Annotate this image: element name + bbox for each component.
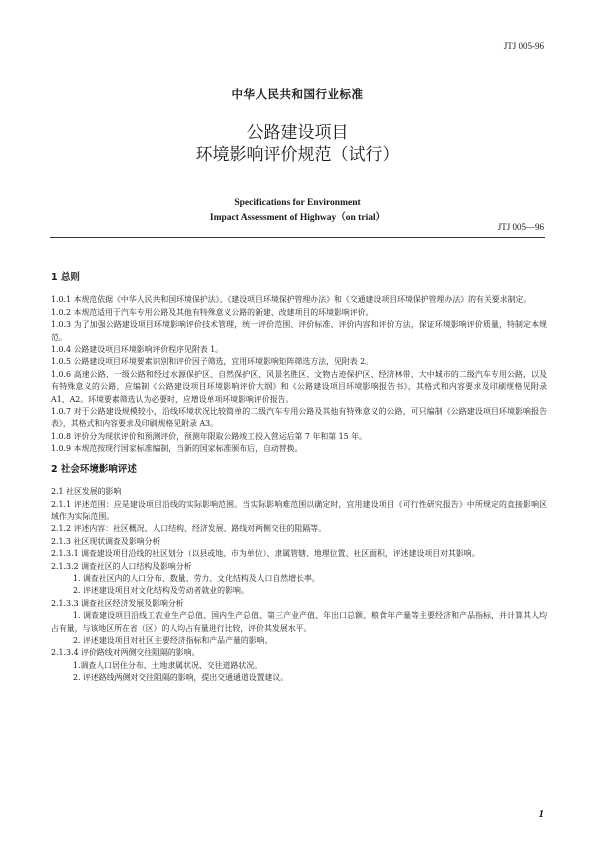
clause-paragraph: 2.1.3 社区现状调查及影响分析 — [51, 536, 161, 546]
clause-paragraph: 1.0.7 对于公路建设规模较小，沿线环境状况比较简单的二级汽车专用公路及其他有特殊意义的公路，可只编制《公路建设项目环境影响报告表》，其格式和内容要求及印刷规格见附录 A3。 — [51, 407, 547, 429]
standard-code: JTJ 005—96 — [497, 222, 544, 232]
clause-paragraph: 2.1.3.1 调查建设项目沿线的社区划分（以县或地、市为单位）、隶属管辖、地理位置、社区面积，评述建设项目对其影响。 — [51, 549, 480, 559]
title-english-line-1: Specifications for Environment — [234, 198, 361, 208]
clause-paragraph: 1.0.4 公路建设项目环境影响评价程序见附表 1。 — [51, 345, 224, 355]
clause-paragraph: 2.1.3.3 调查社区经济发展及影响分析 — [51, 598, 184, 608]
clause-paragraph: 1.0.9 本规范按现行国家标准编制，当新的国家标准颁布后，自动替换。 — [51, 444, 303, 454]
clause-paragraph: 2.1 社区发展的影响 — [51, 487, 122, 497]
clause-paragraph: 2.1.3.4 评价路线对两侧交往阻隔的影响。 — [51, 648, 200, 658]
section-2-clauses — [51, 486, 547, 685]
clause-paragraph: 1.0.5 公路建设项目环境要素识别和评价因子筛选，宜用环境影响矩阵筛选方法，见附表 2。 — [51, 357, 374, 367]
title-chinese-line-1: 公路建设项目 — [246, 123, 349, 143]
clause-paragraph: 2. 评述建设项目对社区主要经济指标和产品产量的影响。 — [73, 635, 273, 645]
clause-paragraph: 2.1.1 评述范围：应是建设项目沿线的实际影响范围。当实际影响难范围以确定时，宜用建设项目《可行性研究报告》中所规定的直接影响区域作为实际范围。 — [51, 499, 547, 521]
title-block — [0, 86, 595, 226]
section-2-title: 2 社会环境影响评述 — [51, 463, 137, 475]
header-divider — [50, 237, 545, 238]
clause-paragraph: 2. 评述建设项目对文化结构及劳动者就业的影响。 — [73, 586, 249, 596]
clause-paragraph: 1. 调查建设项目沿线工农业生产总值、国内生产总值、第三产业产值、年出口总额、粮食年产量等主要经济和产品指标，并计算其人均占有量，与该地区所在省（区）的人均占有量进行比较，评价其发展水平。 — [51, 611, 547, 633]
title-english-line-2: Impact Assessment of Highway（on trial） — [209, 213, 386, 223]
document-body — [51, 272, 547, 685]
title-chinese — [0, 122, 595, 166]
clause-paragraph: 1.0.8 评价分为现状评价和预测评价，预测年限取公路竣工投入营运后第 7 年和第 15 年。 — [51, 431, 367, 441]
clause-paragraph: 1.0.2 本规范适用于汽车专用公路及其他有特殊意义公路的新建、改建项目的环境影响评价。 — [51, 307, 374, 317]
standard-category: 中华人民共和国行业标准 — [231, 87, 364, 101]
clause-paragraph: 1.调查人口居住分布、土地隶属状况、交往道路状况。 — [73, 660, 263, 670]
standard-code-header: JTJ 005-96 — [503, 41, 544, 51]
clause-paragraph: 1.0.1 本规范依据《中华人民共和国环境保护法》、《建设项目环境保护管理办法》和《交通建设项目环境保护管理办法》的有关要求制定。 — [51, 295, 532, 305]
clause-paragraph: 2.1.2 评述内容：社区概况、人口结构、经济发展、路线对两侧交往的阻隔等。 — [51, 524, 327, 534]
clause-paragraph: 1. 调查社区内的人口分布、数量、劳力、文化结构及人口自然增长率。 — [73, 573, 320, 583]
section-1-title: 1 总则 — [51, 272, 80, 283]
clause-paragraph: 1.0.3 为了加强公路建设项目环境影响评价技术管理，统一评价范围、评价标准、评价内容和评价方法，保证环境影响评价质量，特制定本规范。 — [51, 320, 547, 342]
clause-paragraph: 2. 评述路线两侧对交往阻隔的影响，提出交通通道设置建议。 — [73, 673, 289, 683]
page-number: 1 — [538, 808, 544, 820]
clause-paragraph: 2.1.3.2 调查社区的人口结构及影响分析 — [51, 561, 192, 571]
section-1-clauses — [51, 294, 547, 455]
clause-paragraph: 1.0.6 高速公路、一级公路和经过水源保护区、自然保护区、风景名胜区、文物古迹保护区、经济林带、大中城市的二级汽车专用公路，以及有特殊意义的公路，应编制《公路建设项目环境影响评价大纲》和《公路建设项目环境影响报告书》，其格式和内容要求及印刷规格见附录 A1、A2。环境要素筛选认为必要时，应增设单项环境影响评价报告。 — [51, 369, 547, 404]
title-chinese-line-2: 环境影响评价规范（试行） — [195, 145, 400, 165]
